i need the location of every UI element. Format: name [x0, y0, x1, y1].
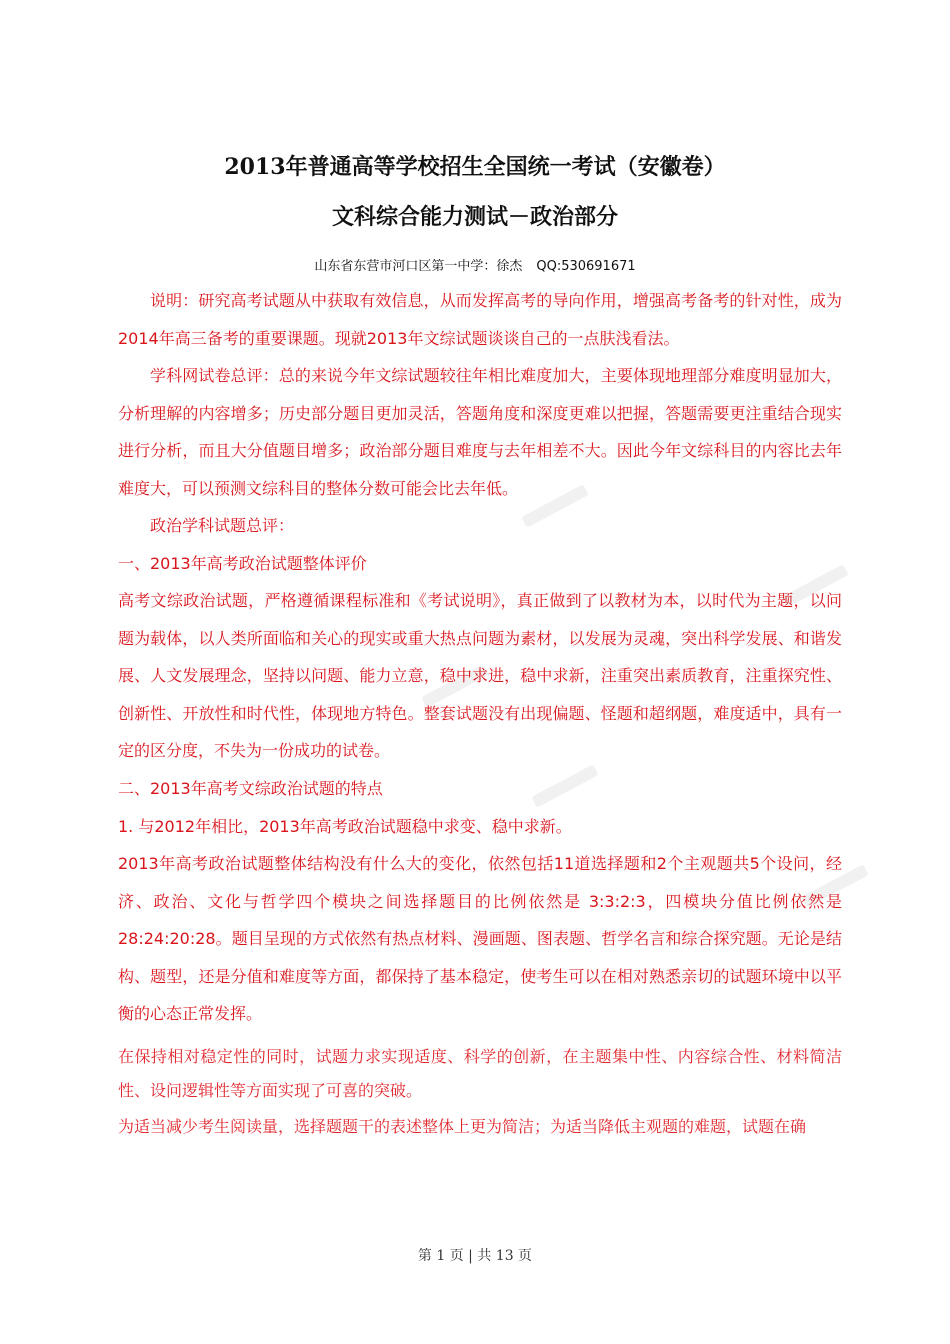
section-heading-2: 二、2013年高考文综政治试题的特点	[118, 779, 383, 798]
author-qq: QQ:530691671	[536, 259, 636, 274]
author-name: 山东省东营市河口区第一中学：徐杰	[314, 259, 523, 274]
intro-paragraph: 说明：研究高考试题从中获取有效信息，从而发挥高考的导向作用，增强高考备考的针对性，成为2014年高三备考的重要课题。现就2013年文综试题谈谈自己的一点肤浅看法。	[118, 291, 842, 348]
document-title: 2013年普通高等学校招生全国统一考试（安徽卷）	[224, 154, 726, 180]
politics-overview-label: 政治学科试题总评：	[150, 516, 295, 535]
section-heading-1: 一、2013年高考政治试题整体评价	[118, 554, 367, 573]
subsection-heading-1: 1. 与2012年相比，2013年高考政治试题稳中求变、稳中求新。	[118, 817, 572, 836]
document-subtitle: 文科综合能力测试－政治部分	[331, 204, 618, 230]
serif-paragraph-2: 为适当减少考生阅读量，选择题题干的表述整体上更为简洁；为适当降低主观题的难题，试题在确	[118, 1117, 807, 1136]
subsection-body-1: 2013年高考政治试题整体结构没有什么大的变化，依然包括11道选择题和2个主观题共5个设问，经济、政治、文化与哲学四个模块之间选择题目的比例依然是 3:3:2:3，四模块分值比例依然是28:24:20:28。题目呈现的方式依然有热点材料、漫画题、图表题、哲学名言和综合探究题。无论是结构、题型，还是分值和难度等方面，都保持了基本稳定，使考生可以在相对熟悉亲切的试题环境中以平衡的心态正常发挥。	[118, 854, 842, 1024]
section-body-1: 高考文综政治试题，严格遵循课程标准和《考试说明》，真正做到了以教材为本，以时代为主题，以问题为载体，以人类所面临和关心的现实或重大热点问题为素材，以发展为灵魂，突出科学发展、和谐发展、人文发展理念，坚持以问题、能力立意，稳中求进，稳中求新，注重突出素质教育，注重探究性、创新性、开放性和时代性，体现地方特色。整套试题没有出现偏题、怪题和超纲题，难度适中，具有一定的区分度，不失为一份成功的试卷。	[118, 591, 842, 761]
author-line	[0, 255, 950, 274]
page-footer: 第 1 页 | 共 13 页	[417, 1248, 533, 1264]
overview-paragraph: 学科网试卷总评：总的来说今年文综试题较往年相比难度加大，主要体现地理部分难度明显加大，分析理解的内容增多；历史部分题目更加灵活，答题角度和深度更难以把握，答题需要更注重结合现实进行分析，而且大分值题目增多；政治部分题目难度与去年相差不大。因此今年文综科目的内容比去年难度大，可以预测文综科目的整体分数可能会比去年低。	[118, 366, 842, 498]
serif-paragraph-1: 在保持相对稳定性的同时，试题力求实现适度、科学的创新，在主题集中性、内容综合性、材料简洁性、设问逻辑性等方面实现了可喜的突破。	[118, 1047, 842, 1100]
